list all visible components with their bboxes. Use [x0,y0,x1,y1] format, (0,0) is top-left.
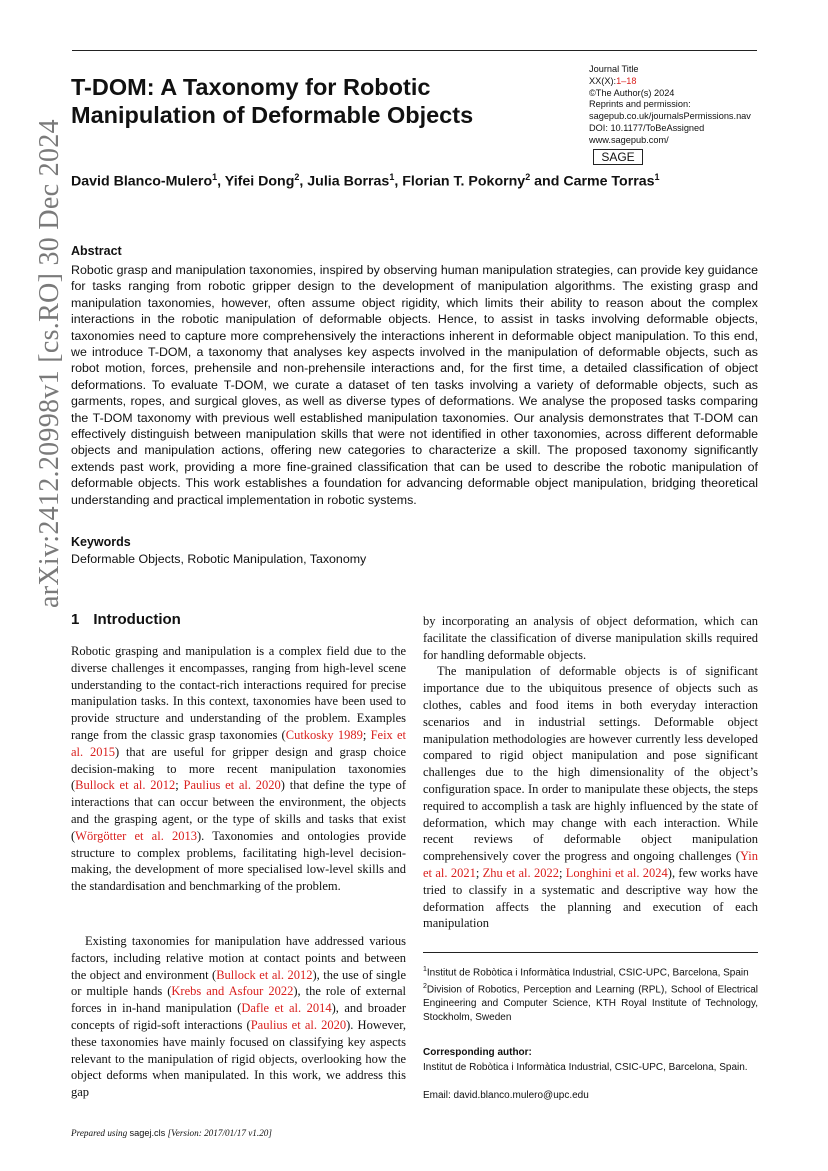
paragraph-text: ; [175,778,184,793]
paper-title: T-DOM: A Taxonomy for Robotic Manipulation of Deformable Objects [71,74,474,128]
corresponding-email[interactable]: Email: david.blanco.mulero@upc.edu [423,1090,589,1101]
author-affiliation-mark: 2 [525,172,531,182]
section-heading [71,611,181,628]
author-affiliation-mark: 1 [654,172,660,182]
page-footer: Prepared using sagej.cls [Version: 2017/01/17 v1.20] [71,1128,272,1138]
paragraph-text: ), and broader concepts of rigid-soft interactions ( [71,1001,406,1032]
author-list [71,172,761,190]
intro-paragraph-1 [71,643,406,895]
author-name: Yifei Dong [224,173,295,190]
keywords-text: Deformable Objects, Robotic Manipulation, Taxonomy [71,552,367,566]
journal-doi: DOI: 10.1177/ToBeAssigned [589,122,705,133]
journal-reprints-url: sagepub.co.uk/journalsPermissions.nav [589,111,751,122]
footnote-rule [423,952,758,953]
paragraph-text: ), the role of external forces in in-hand manipulation ( [71,984,406,1016]
citation-link[interactable]: Paulius et al. 2020 [183,778,281,793]
intro-right-column [423,613,758,932]
citation-link[interactable]: Longhini et al. 2024 [565,865,668,880]
paragraph-text: ; [362,727,371,742]
author-name: David Blanco-Mulero [71,173,213,190]
author-separator: , [394,173,403,190]
paragraph-text: ). However, these taxonomies have mainly focused on classifying key aspects relevant to the manipulation of rigid objects, overlooking how the object deforms when manipulated. In this work, we address this gap [71,1017,406,1100]
citation-link[interactable]: Wörgötter et al. 2013 [75,828,198,843]
author-separator: , [299,173,308,190]
intro-paragraph-4 [423,663,758,932]
citation-link[interactable]: Bullock et al. 2012 [75,778,176,793]
paragraph-text: ), the use of single or multiple hands ( [71,967,406,999]
citation-link[interactable]: Krebs and Asfour 2022 [171,984,294,999]
journal-info [589,64,799,147]
journal-name: Journal Title [589,64,639,74]
author-affiliation-mark: 2 [294,172,300,182]
author-separator: and [530,173,564,190]
paragraph-text: ; [475,865,483,880]
journal-pages-link[interactable]: 1–18 [616,75,637,86]
journal-volume: XX(X):1–18 [589,75,637,86]
author-name: Carme Torras [563,173,655,190]
author-name: Julia Borras [307,173,390,190]
citation-link[interactable]: Zhu et al. 2022 [482,865,559,880]
corresponding-author-address: Institut de Robòtica i Informàtica Industrial, CSIC-UPC, Barcelona, Spain. [423,1062,748,1073]
author-separator: , [217,173,225,190]
top-rule [72,50,757,51]
author-affiliation-mark: 1 [389,172,395,182]
citation-link[interactable]: Yin et al. 2021 [423,849,758,880]
paragraph-text: by incorporating an analysis of object deformation, which can facilitate the classification of diverse manipulation skills required for handling deformable objects. [423,614,758,662]
citation-link[interactable]: Paulius et al. 2020 [250,1017,347,1032]
citation-link[interactable]: Feix et al. 2015 [71,727,407,759]
citation-link[interactable]: Dafle et al. 2014 [241,1001,332,1016]
sage-logo: SAGE [593,149,643,165]
paragraph-text: ; [558,865,566,880]
affiliation-1: $^1$Institut de Robòtica i Informàtica Industrial, CSIC-UPC, Barcelona, Spain [423,966,749,979]
journal-reprints: Reprints and permission: [589,99,691,110]
paragraph-text: The manipulation of deformable objects is of significant importance due to the ubiquitous presence of objects such as clothes, cables and food items in both everyday interaction scenarios and in industrial settings. Deformable object manipulation methodologies are however currently less developed compared to rigid object manipulation and pose significant challenges due to the high dimensionality of the object’s configuration space. In order to manipulate these objects, the steps required to accomplish a task are highly influenced by the state of deformation, which may change with each interaction. While recent reviews of deformable object manipulation comprehensively cover the progress and ongoing challenges ( [423,664,758,864]
author-name: Florian T. Pokorny [402,173,526,190]
paragraph-text: Existing taxonomies for manipulation have addressed various factors, including relative motion at contact points and between the object and environment ( [71,934,406,982]
journal-copyright: ©The Author(s) 2024 [589,87,675,98]
paragraph-text: ) that are useful for gripper design and grasp choice decision-making to more recent manipulation taxonomies ( [71,744,406,793]
abstract-heading: Abstract [71,244,122,258]
keywords-heading: Keywords [71,535,131,549]
citation-link[interactable]: Cutkosky 1989 [285,727,363,742]
paragraph-text: ), few works have tried to classify in a systematic and descriptive way how the deformation affects the planning and execution of each manipulation [423,865,758,931]
citation-link[interactable]: Bullock et al. 2012 [216,967,313,982]
affiliation-2: $^2$Division of Robotics, Perception and Learning (RPL), School of Electrical Engineering and Computer Science, KTH Royal Institute of Technology, Stockholm, Sweden [423,983,758,1024]
arxiv-sidebar-stamp: arXiv:2412.20998v1 [cs.RO] 30 Dec 2024 [34,119,65,608]
author-affiliation-mark: 1 [212,172,218,182]
section-title: Introduction [93,611,181,628]
journal-site: www.sagepub.com/ [589,134,669,145]
paragraph-text: ) that define the type of interactions that can occur between the environment, the objects and the grasping agent, or the type of skills and tasks that exist ( [71,778,407,843]
affiliations [423,963,758,1025]
abstract-text: Robotic grasp and manipulation taxonomies, inspired by observing human manipulation strategies, can provide key guidance for tasks ranging from robotic gripper design to the development of manipulation algorithms. The existing grasp and manipulation taxonomies, however, often assume object rigidity, which limits their ability to reason about the complex interactions in the robotic manipulation of deformable objects. Hence, to assist in tasks involving deformable objects, taxonomies need to capture more comprehensively the interactions inherent in deformable object manipulation. To this end, we introduce T-DOM, a taxonomy that analyses key aspects involved in the manipulation of deformable objects, such as robot motion, forces, prehensile and non-prehensile interactions and, for the first time, a detailed classification of object deformations. To evaluate T-DOM, we curate a dataset of ten tasks involving a variety of deformable objects, such as garments, ropes, and surgical gloves, as well as diverse types of deformations. We analyse the proposed tasks comparing the T-DOM taxonomy with previous well established manipulation taxonomies. Our analysis demonstrates that T-DOM can effectively distinguish between manipulation skills that were not identified in other taxonomies, across different deformable objects and manipulation actions, offering new categories to characterize a skill. The proposed taxonomy significantly extends past work, providing a more fine-grained classification that can be used to describe the robotic manipulation of deformable objects. This work establishes a foundation for advancing deformable object manipulation, bridging theoretical understanding and practical implementation in robotic systems. [71,263,758,507]
intro-paragraph-2 [71,933,406,1101]
intro-paragraph-3 [423,613,758,663]
paragraph-text: Robotic grasping and manipulation is a complex field due to the diverse challenges it encompasses, ranging from high-level scene understanding to the contact-rich interactions required for precise manipulation tasks. In this context, taxonomies have been used to provide structure and understanding of the problem. Examples range from the classic grasp taxonomies ( [71,644,406,742]
corresponding-author-heading: Corresponding author: [423,1047,532,1058]
paragraph-text: ). Taxonomies and ontologies provide structure to complex problems, facilitating high-level decision-making, the development of more specialised low-level skills and the standardisation and benchmarking of the problem. [71,828,407,894]
section-number: 1 [71,611,80,628]
